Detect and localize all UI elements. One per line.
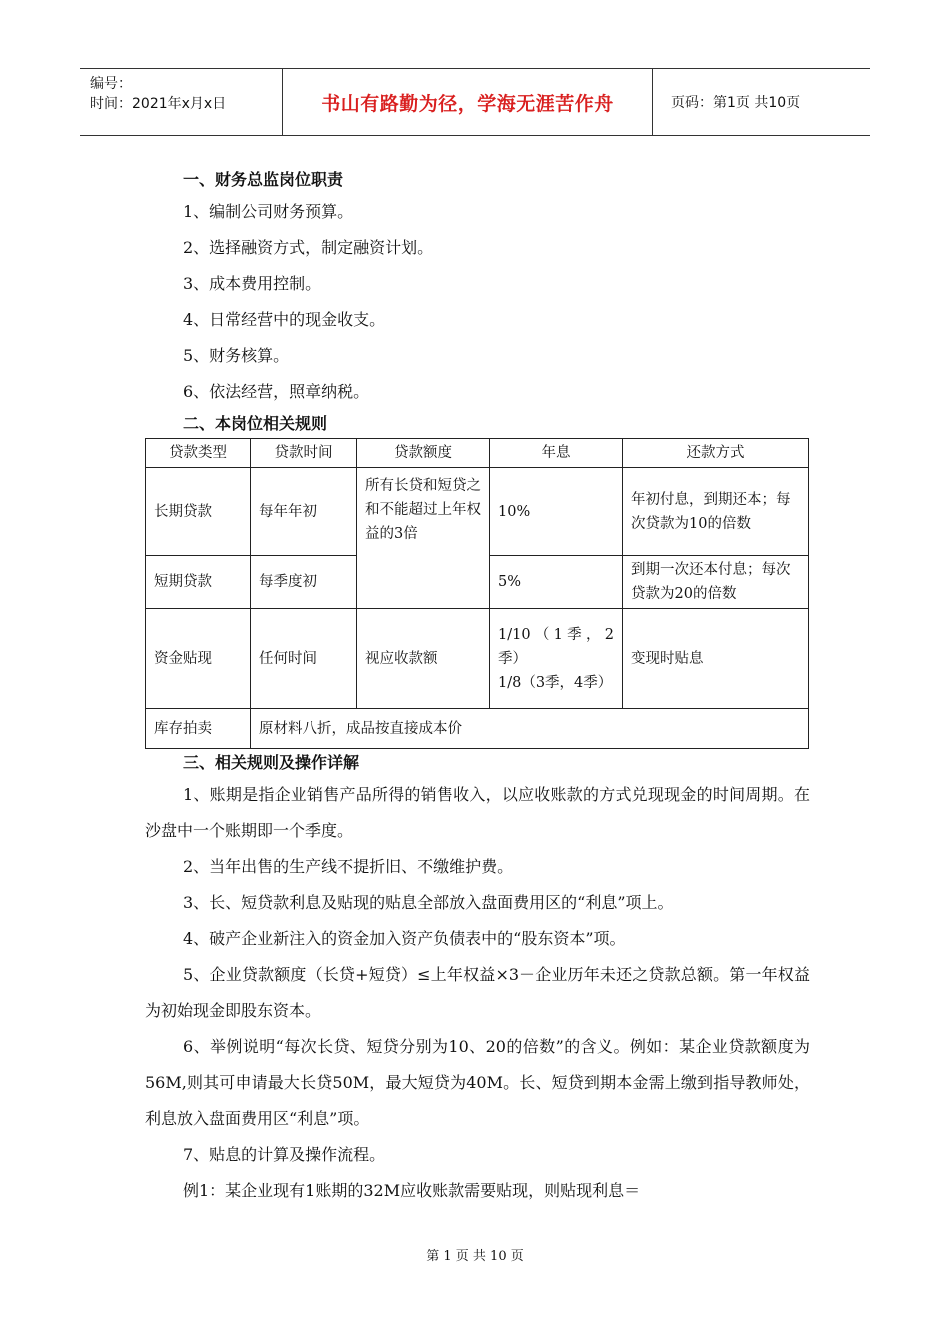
cell-quota: 所有长贷和短贷之和不能超过上年权益的3倍	[357, 468, 490, 609]
page-info-text: 页码：第1页 共10页	[671, 95, 801, 111]
cell-time: 任何时间	[251, 609, 357, 709]
header-page-info	[663, 69, 870, 135]
page-footer: 第 1 页 共 10 页	[426, 1249, 524, 1264]
cell-type: 长期贷款	[146, 468, 251, 556]
number-label: 编号：	[90, 76, 132, 92]
table-row	[146, 709, 809, 749]
rule-paragraph: 4、破产企业新注入的资金加入资产负债表中的“股东资本”项。	[183, 929, 626, 948]
rule-paragraph: 5、企业贷款额度（长贷+短贷）≤上年权益×3－企业历年未还之贷款总额。第一年权益为初始现金即股东资本。	[145, 965, 810, 1020]
cell-type: 库存拍卖	[146, 709, 251, 749]
cell-rate: 5%	[490, 556, 623, 609]
rule-paragraph: 3、长、短贷款利息及贴现的贴息全部放入盘面费用区的“利息”项上。	[183, 893, 674, 912]
duty-item: 1、编制公司财务预算。	[183, 202, 354, 221]
section1-title: 一、财务总监岗位职责	[183, 170, 344, 189]
rule-paragraph: 7、贴息的计算及操作流程。	[183, 1145, 386, 1164]
cell-repay: 到期一次还本付息；每次贷款为20的倍数	[623, 556, 809, 609]
header-meta	[80, 69, 282, 135]
cell-time: 每季度初	[251, 556, 357, 609]
cell-type: 短期贷款	[146, 556, 251, 609]
cell-type: 资金贴现	[146, 609, 251, 709]
col-header-repay: 还款方式	[623, 439, 809, 468]
header-motto: 书山有路勤为径，学海无涯苦作舟	[282, 69, 653, 135]
rate-line: 1/10（1季，2季）	[498, 626, 614, 667]
cell-quota: 视应收款额	[357, 609, 490, 709]
cell-time: 每年年初	[251, 468, 357, 556]
table-row	[146, 609, 809, 709]
rule-paragraph: 例1：某企业现有1账期的32M应收账款需要贴现，则贴现利息＝	[183, 1181, 641, 1200]
cell-repay: 年初付息，到期还本；每次贷款为10的倍数	[623, 468, 809, 556]
cell-rate: 10%	[490, 468, 623, 556]
section3-title: 三、相关规则及操作详解	[183, 753, 360, 772]
col-header-rate: 年息	[490, 439, 623, 468]
table-row	[146, 468, 809, 556]
cell-repay: 变现时贴息	[623, 609, 809, 709]
rate-line: 1/8（3季，4季）	[498, 674, 613, 691]
cell-desc: 原材料八折，成品按直接成本价	[251, 709, 809, 749]
cell-rate	[490, 609, 623, 709]
rule-paragraph: 6、举例说明“每次长贷、短贷分别为10、20的倍数”的含义。例如：某企业贷款额度为56M,则其可申请最大长贷50M，最大短贷为40M。长、短贷到期本金需上缴到指导教师处，利息放入盘面费用区“利息”项。	[145, 1037, 810, 1128]
duty-item: 6、依法经营，照章纳税。	[183, 382, 370, 401]
col-header-time: 贷款时间	[251, 439, 357, 468]
rule-paragraph: 2、当年出售的生产线不提折旧、不缴维护费。	[183, 857, 514, 876]
page-header	[80, 68, 870, 136]
section2-title: 二、本岗位相关规则	[183, 414, 328, 433]
table-header-row	[146, 439, 809, 468]
col-header-quota: 贷款额度	[357, 439, 490, 468]
rule-paragraph: 1、账期是指企业销售产品所得的销售收入，以应收账款的方式兑现现金的时间周期。在沙盘中一个账期即一个季度。	[145, 785, 810, 840]
loan-rules-table	[145, 438, 809, 749]
date-label: 时间：2021年x月x日	[90, 96, 227, 112]
document-body	[145, 166, 810, 1209]
duty-item: 5、财务核算。	[183, 346, 290, 365]
col-header-type: 贷款类型	[146, 439, 251, 468]
duty-item: 3、成本费用控制。	[183, 274, 322, 293]
duty-item: 2、选择融资方式，制定融资计划。	[183, 238, 434, 257]
duty-item: 4、日常经营中的现金收支。	[183, 310, 386, 329]
